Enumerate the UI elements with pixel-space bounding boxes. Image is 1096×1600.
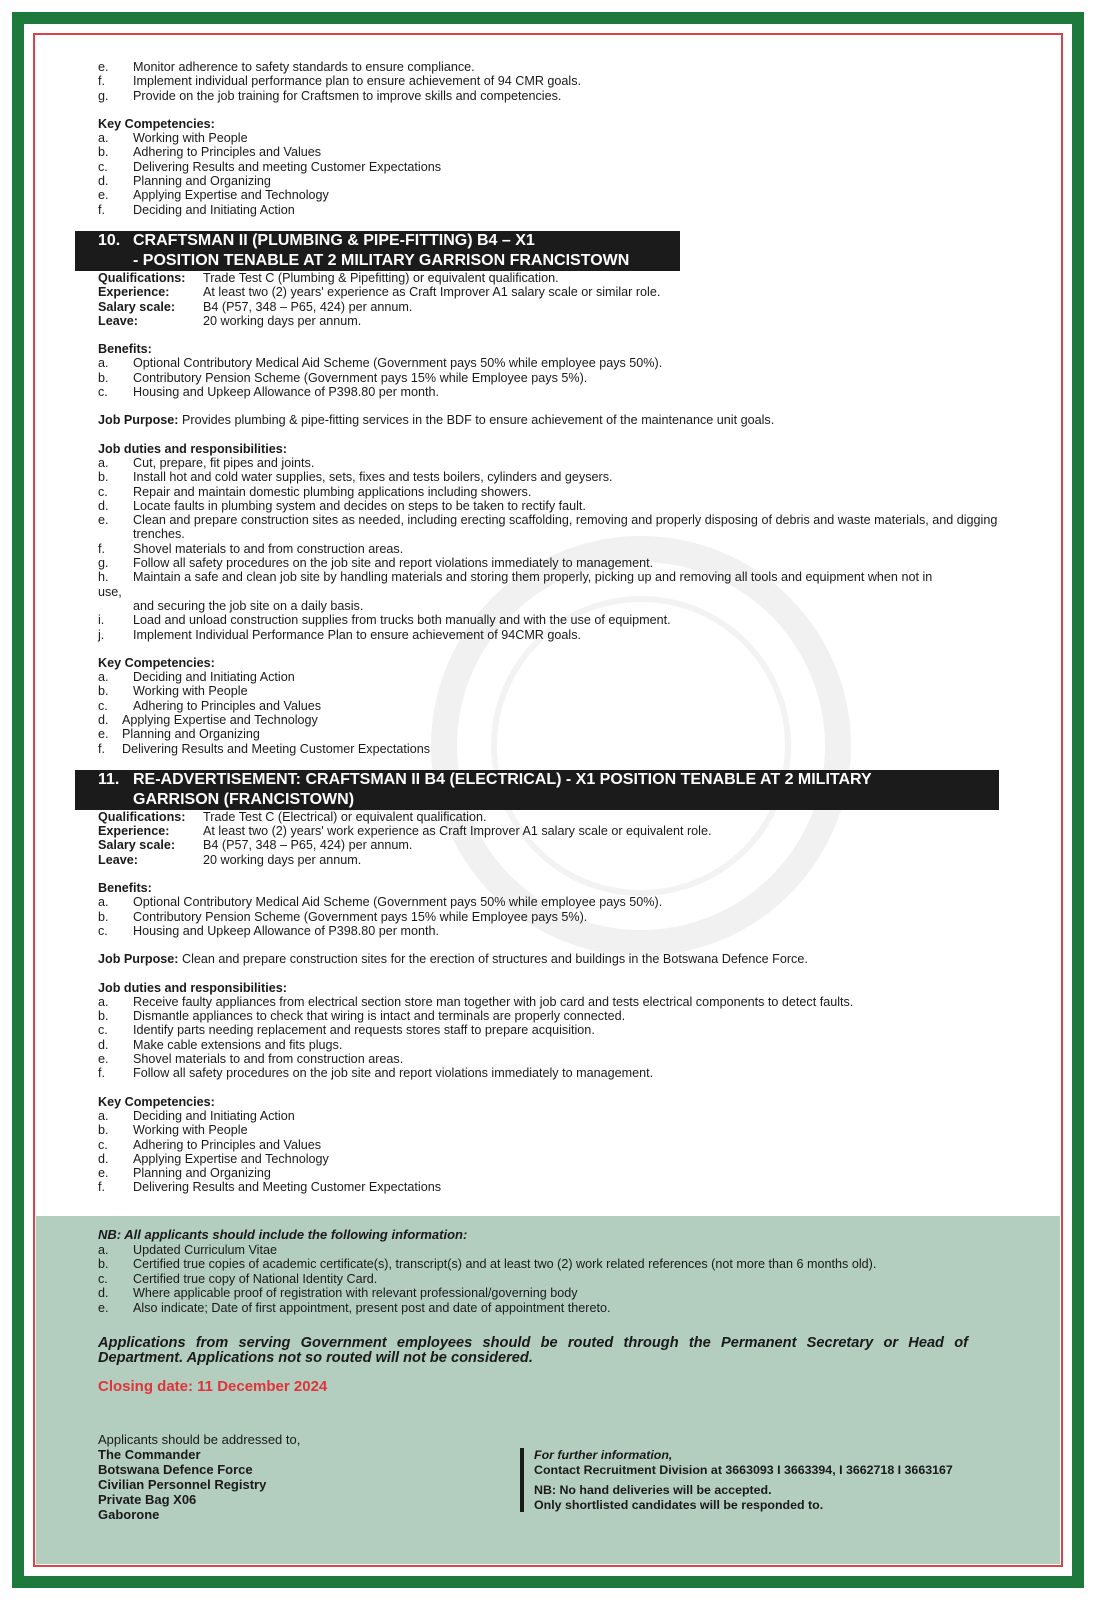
list-item: b. Install hot and cold water supplies, sets, fixes and tests boilers, cylinders and geysers. [98,470,613,485]
list-item: a. Cut, prepare, fit pipes and joints. [98,455,315,470]
address-line: Civilian Personnel Registry [98,1477,267,1492]
list-item: d. Applying Expertise and Technology [98,1151,329,1166]
section9-competencies-list [98,131,1018,217]
no-hand-deliveries-note: NB: No hand deliveries will be accepted. [534,1483,772,1497]
list-item: d. Locate faults in plumbing system and decides on steps to be taken to rectify fault. [98,498,586,513]
list-item: e. Planning and Organizing [98,727,260,742]
section11-competencies-title: Key Competencies: [98,1094,215,1109]
list-item: f. Follow all safety procedures on the job site and report violations immediately to management. [98,1066,654,1081]
list-item: d. Planning and Organizing [98,174,271,189]
section10-heading: 10. CRAFTSMAN II (PLUMBING & PIPE-FITTING) B4 – X1 - POSITION TENABLE AT 2 MILITARY GARRISON FRANCISTOWN [75,231,680,271]
qualifications-field: Qualifications: Trade Test C (Plumbing & Pipefitting) or equivalent qualification. [98,270,559,285]
further-info-title: For further information, [534,1448,673,1462]
list-item: b. Contributory Pension Scheme (Government pays 15% while Employee pays 5%). [98,909,588,924]
nb-section [98,1228,998,1394]
application-info-panel [36,1216,1060,1564]
shortlisted-note: Only shortlisted candidates will be responded to. [534,1497,824,1512]
list-item: e. Monitor adherence to safety standards to ensure compliance. [98,60,475,74]
list-item: b. Working with People [98,1123,248,1138]
contact-info [520,1448,953,1512]
qualifications-field: Qualifications: Trade Test C (Electrical) or equivalent qualification. [98,809,487,824]
address-line: Private Bag X06 [98,1492,197,1507]
list-item: c. Housing and Upkeep Allowance of P398.80 per month. [98,923,439,938]
list-item: h. Maintain a safe and clean job site by handling materials and storing them properly, picking up and removing all tools and equipment when not in [98,570,933,585]
list-item: d. Make cable extensions and fits plugs. [98,1037,343,1052]
list-item: c. Delivering Results and meeting Customer Expectations [98,159,441,174]
address-line: Gaborone [98,1507,160,1522]
list-item: d. Applying Expertise and Technology [98,712,318,727]
section11-duties-title: Job duties and responsibilities: [98,980,287,995]
list-item: g. Follow all safety procedures on the job site and report violations immediately to management. [98,556,654,571]
list-item: f. Delivering Results and Meeting Customer Expectations [98,741,430,756]
list-item: c. Housing and Upkeep Allowance of P398.80 per month. [98,385,439,400]
experience-field: Experience: At least two (2) years' experience as Craft Improver A1 salary scale or similar role. [98,285,661,300]
list-item: b. Working with People [98,684,248,699]
list-item: d. Where applicable proof of registration with relevant professional/governing body [98,1286,578,1301]
list-item: b. Certified true copies of academic certificate(s), transcript(s) and at least two (2) work related references (not more than 6 months old). [98,1257,877,1272]
routing-note: Applications from serving Government employees should be routed through the Permanent Secretary or Head of Department. Applications not so routed will not be considered. [98,1334,968,1366]
section11-competencies-list [98,1109,1018,1195]
list-item: f. Delivering Results and Meeting Customer Expectations [98,1180,441,1195]
section10-duties-title: Job duties and responsibilities: [98,441,287,456]
list-item: a. Deciding and Initiating Action [98,670,295,685]
list-item: a. Updated Curriculum Vitae [98,1242,277,1257]
salary-field: Salary scale: B4 (P57, 348 – P65, 424) per annum. [98,299,413,314]
salary-field: Salary scale: B4 (P57, 348 – P65, 424) per annum. [98,838,413,853]
list-item: e. Applying Expertise and Technology [98,188,329,203]
list-item: c. Repair and maintain domestic plumbing applications including showers. [98,484,532,499]
section11-benefits-title: Benefits: [98,881,152,896]
list-item: e. Shovel materials to and from construction areas. [98,1052,404,1067]
list-item: g. Provide on the job training for Craftsmen to improve skills and competencies. [98,88,562,103]
section10-competencies-list [98,670,1018,756]
section11-title-line1: RE-ADVERTISEMENT: CRAFTSMAN II B4 (ELECTRICAL) - X1 POSITION TENABLE AT 2 MILITARY [133,770,872,788]
list-item: a. Deciding and Initiating Action [98,1108,295,1123]
list-item: e. Also indicate; Date of first appointment, present post and date of appointment thereto. [98,1300,611,1315]
address-intro: Applicants should be addressed to, [98,1432,301,1447]
list-item: f. Deciding and Initiating Action [98,202,295,217]
closing-date: Closing date: 11 December 2024 [98,1377,328,1395]
leave-field: Leave: 20 working days per annum. [98,852,362,867]
list-item: e. Planning and Organizing [98,1166,271,1181]
list-item: b. Dismantle appliances to check that wiring is intact and terminals are properly connected. [98,1009,626,1024]
section11-title-line2: GARRISON (FRANCISTOWN) [133,790,355,808]
address-line: The Commander [98,1447,201,1462]
document-body [98,60,1018,1195]
experience-field: Experience: At least two (2) years' work experience as Craft Improver A1 salary scale or equivalent role. [98,824,712,839]
list-item: f. Shovel materials to and from construction areas. [98,541,404,556]
duty-h-wrap: use, [98,584,122,599]
list-item: a. Working with People [98,131,248,146]
section9-competencies-title: Key Competencies: [98,116,215,131]
section11-duties-list [98,995,1018,1081]
list-item: a. Optional Contributory Medical Aid Scheme (Government pays 50% while employee pays 50%). [98,356,663,371]
section9-duties-list [98,60,1018,103]
section10-fields [98,271,1018,328]
section10-title-line2: - POSITION TENABLE AT 2 MILITARY GARRISON FRANCISTOWN [133,251,630,269]
leave-field: Leave: 20 working days per annum. [98,313,362,328]
section11-job-purpose: Job Purpose: Clean and prepare construction sites for the erection of structures and buildings in the Botswana Defence Force. [98,952,808,967]
list-item: b. Adhering to Principles and Values [98,145,322,160]
document-page [36,36,1060,1564]
section10-title-line1: CRAFTSMAN II (PLUMBING & PIPE-FITTING) B4 – X1 [133,231,535,249]
list-item: c. Identify parts needing replacement and requests stores staff to prepare acquisition. [98,1023,595,1038]
section10-job-purpose: Job Purpose: Provides plumbing & pipe-fitting services in the BDF to ensure achievement of the maintenance unit goals. [98,413,775,428]
section11-heading: 11. RE-ADVERTISEMENT: CRAFTSMAN II B4 (ELECTRICAL) - X1 POSITION TENABLE AT 2 MILITARY GARRISON (FRANCISTOWN) [75,770,999,810]
list-item: i. Load and unload construction supplies from trucks both manually and with the use of equipment. [98,613,671,628]
section10-benefits-list [98,356,1018,399]
section10-competencies-title: Key Competencies: [98,655,215,670]
list-item: j. Implement Individual Performance Plan to ensure achievement of 94CMR goals. [98,627,582,642]
list-item: f. Implement individual performance plan to ensure achievement of 94 CMR goals. [98,74,582,89]
section10-duties-list [98,456,1018,642]
nb-title: NB: All applicants should include the following information: [98,1227,468,1242]
list-item: a. Receive faulty appliances from electrical section store man together with job card and tests electrical components to detect faults. [98,994,854,1009]
mailing-address [98,1432,300,1522]
address-line: Botswana Defence Force [98,1462,253,1477]
list-item: c. Adhering to Principles and Values [98,1137,322,1152]
section11-benefits-list [98,895,1018,938]
section11-fields [98,810,1018,867]
list-item: c. Certified true copy of National Identity Card. [98,1271,378,1286]
list-item: a. Optional Contributory Medical Aid Scheme (Government pays 50% while employee pays 50%). [98,895,663,910]
contact-phone-numbers: Contact Recruitment Division at 3663093 I 3663394, I 3662718 I 3663167 [534,1462,953,1477]
list-item: c. Adhering to Principles and Values [98,698,322,713]
list-item: e. Clean and prepare construction sites as needed, including erecting scaffolding, removing and properly disposing of debris and waste materials, and digging trenches. [98,513,998,542]
duty-h-continuation: and securing the job site on a daily basis. [133,598,364,613]
section10-benefits-title: Benefits: [98,342,152,357]
list-item: b. Contributory Pension Scheme (Government pays 15% while Employee pays 5%). [98,370,588,385]
